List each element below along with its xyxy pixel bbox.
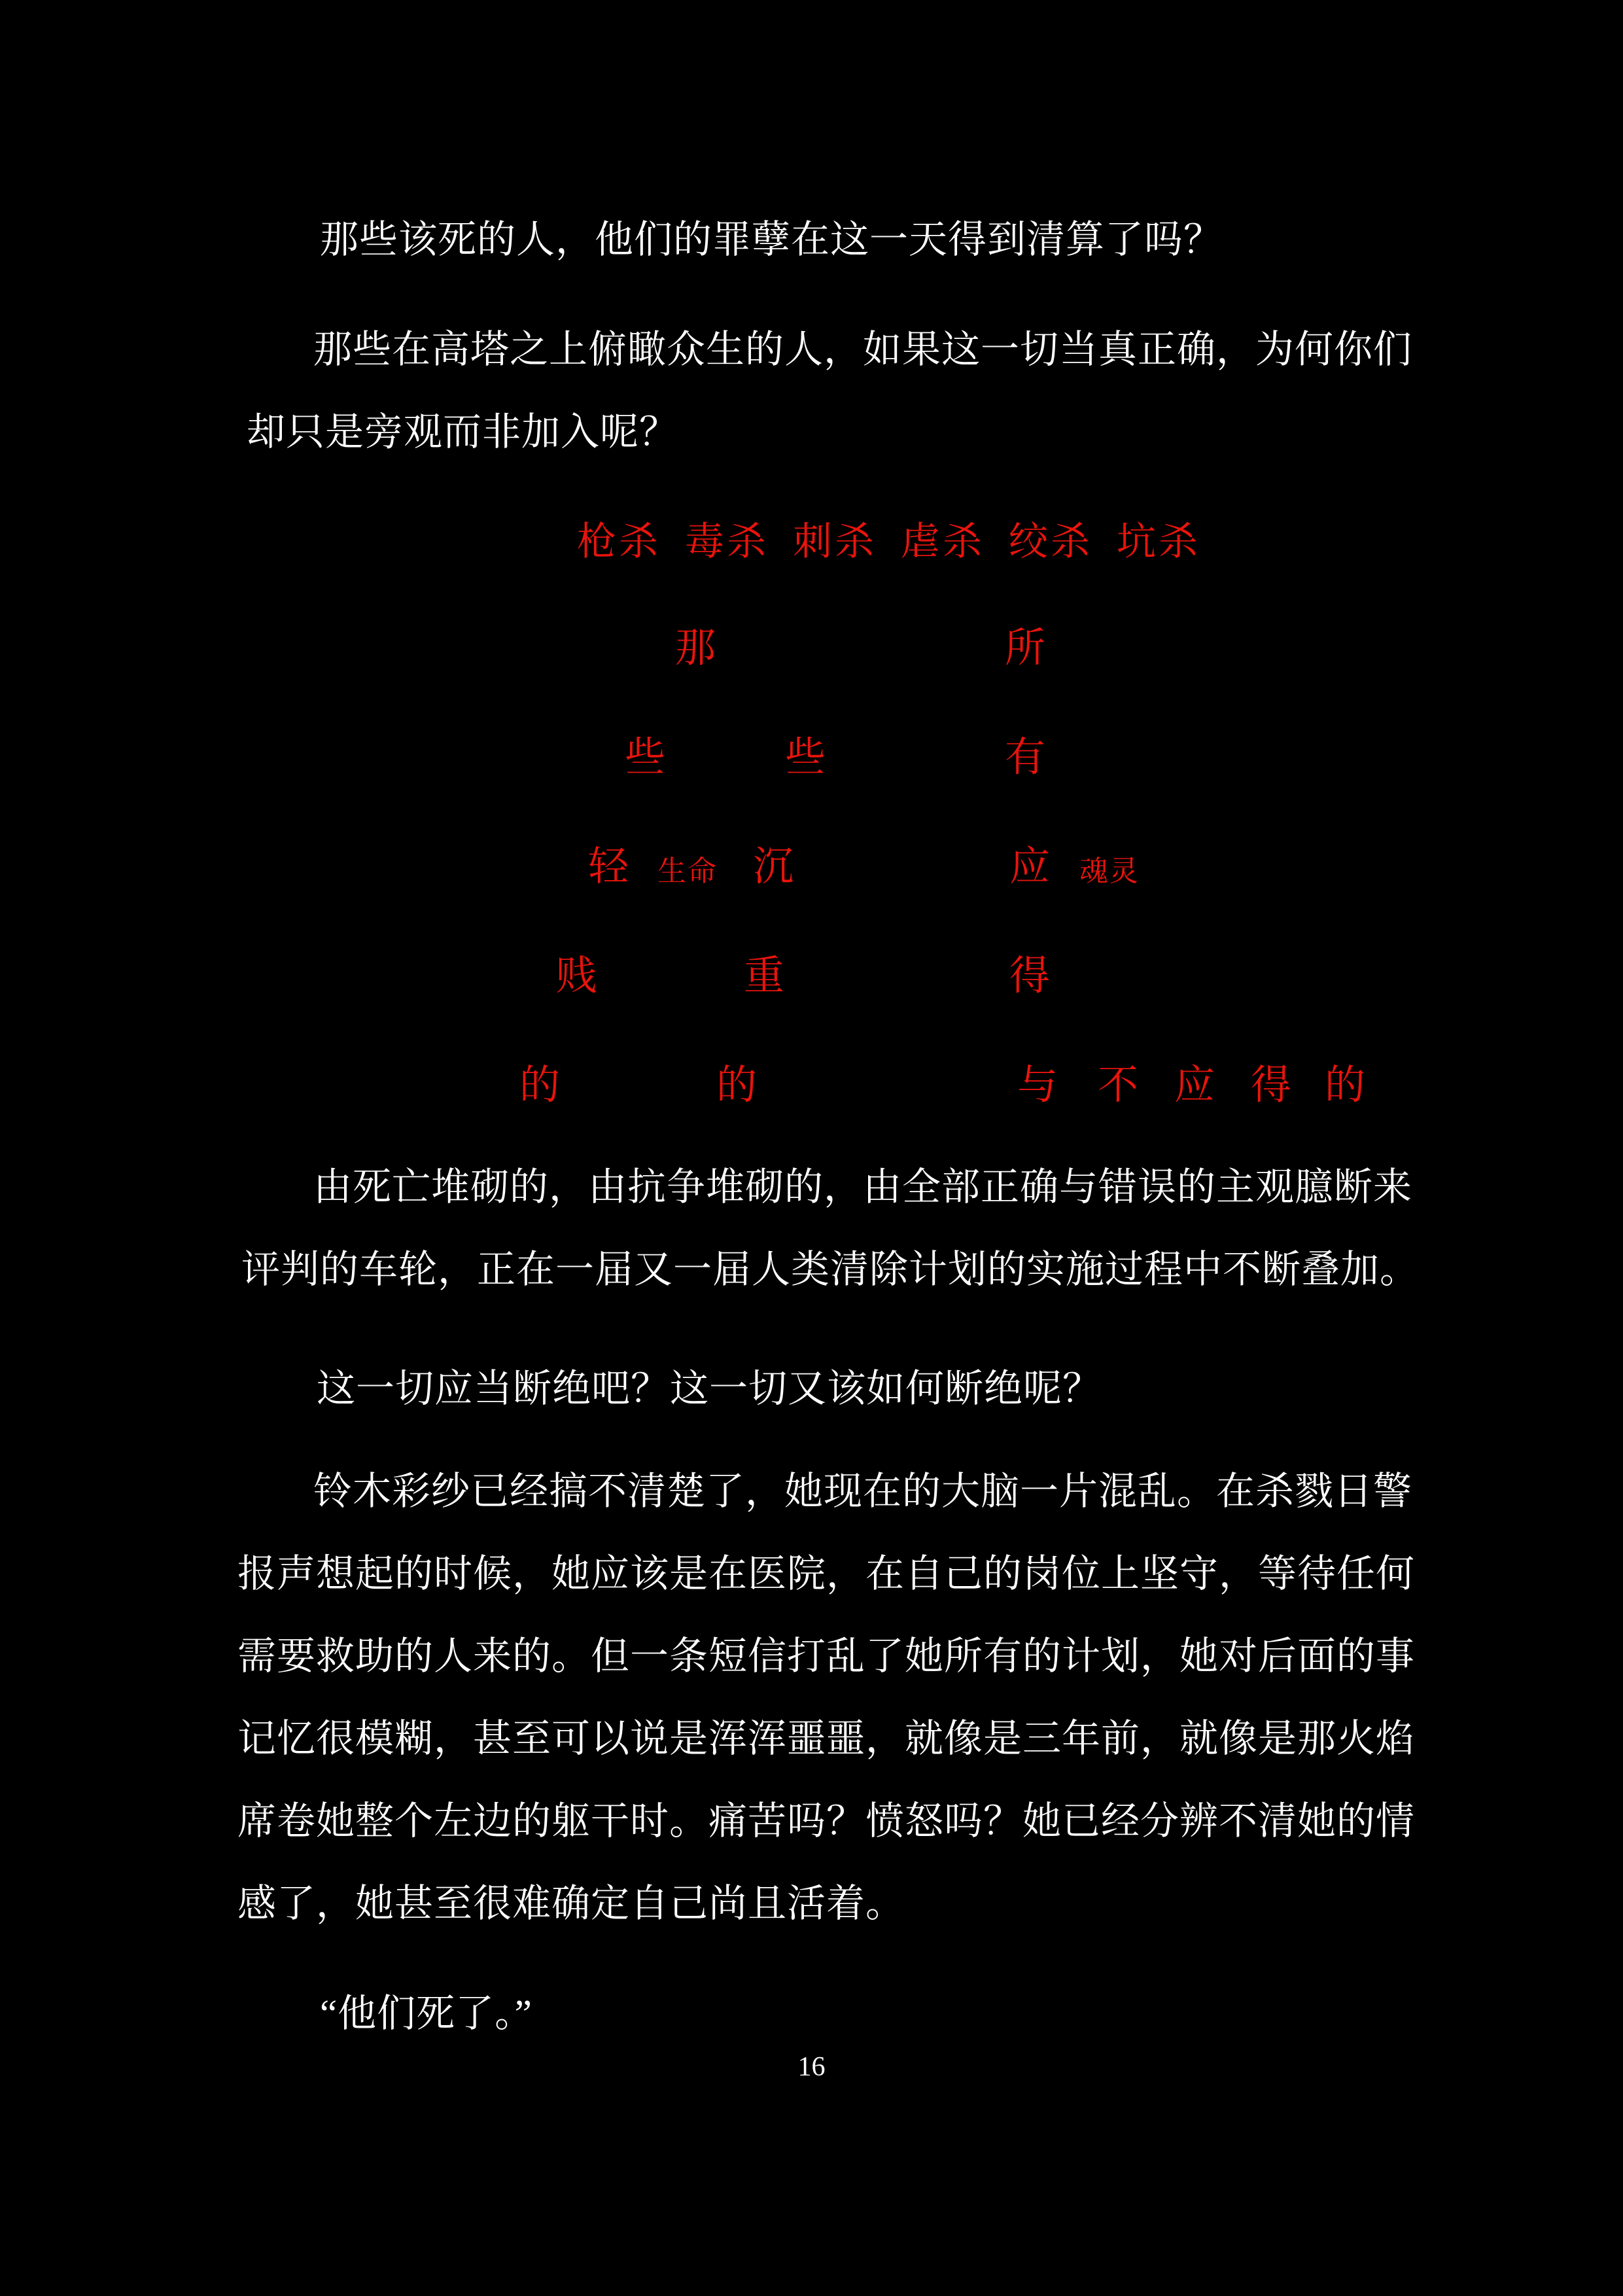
poem-char: 得 [1251,1063,1292,1108]
poem-char: 重 [744,954,785,998]
paragraph-line: 铃木彩纱已经搞不清楚了，她现在的大脑一片混乱。在杀戮日警 [313,1470,1413,1513]
poem-char: 与 [1017,1063,1058,1108]
poem-char: 些 [625,735,666,780]
poem-char: 应 [1174,1063,1215,1108]
paragraph-line: 评判的车轮，正在一届又一届人类清除计划的实施过程中不断叠加。 [241,1248,1420,1291]
poem-word: 魂灵 [1079,855,1140,887]
dialogue-line: “他们死了。” [320,1992,532,2035]
paragraph-line: 由死亡堆砌的，由抗争堆砌的，由全部正确与错误的主观臆断来 [313,1165,1413,1209]
paragraph-line: 这一切应当断绝吧？这一切又该如何断绝呢？ [317,1367,1102,1410]
poem-char: 应 [1009,845,1051,889]
kill-methods-line: 枪杀 毒杀 刺杀 虐杀 绞杀 坑杀 [577,520,1200,563]
poem-word: 生命 [657,855,718,887]
poem-char: 贱 [556,954,597,998]
poem-char: 的 [716,1063,758,1108]
paragraph-line: 那些该死的人，他们的罪孽在这一天得到清算了吗？ [320,218,1223,261]
paragraph-line: 那些在高塔之上俯瞰众生的人，如果这一切当真正确，为何你们 [313,328,1413,371]
poem-char: 些 [785,735,826,780]
paragraph-line: 席卷她整个左边的躯干时。痛苦吗？愤怒吗？她已经分辨不清她的情 [237,1799,1416,1843]
poem-char: 所 [1005,626,1046,671]
paragraph-line: 却只是旁观而非加入呢？ [247,410,679,453]
poem-char: 得 [1009,954,1051,998]
paragraph-line: 记忆很模糊，甚至可以说是浑浑噩噩，就像是三年前，就像是那火焰 [237,1717,1416,1760]
paragraph-line: 报声想起的时候，她应该是在医院，在自己的岗位上坚守，等待任何 [237,1552,1416,1595]
poem-char: 那 [675,626,716,671]
poem-char: 不 [1098,1063,1139,1108]
poem-char: 的 [1325,1063,1366,1108]
poem-char: 有 [1005,735,1046,780]
poem-char: 的 [519,1063,561,1108]
poem-char: 轻 [588,845,629,889]
paragraph-line: 需要救助的人来的。但一条短信打乱了她所有的计划，她对后面的事 [237,1634,1416,1678]
page-number: 16 [797,2052,826,2082]
paragraph-line: 感了，她甚至很难确定自己尚且活着。 [237,1882,905,1925]
poem-char: 沉 [753,845,794,889]
